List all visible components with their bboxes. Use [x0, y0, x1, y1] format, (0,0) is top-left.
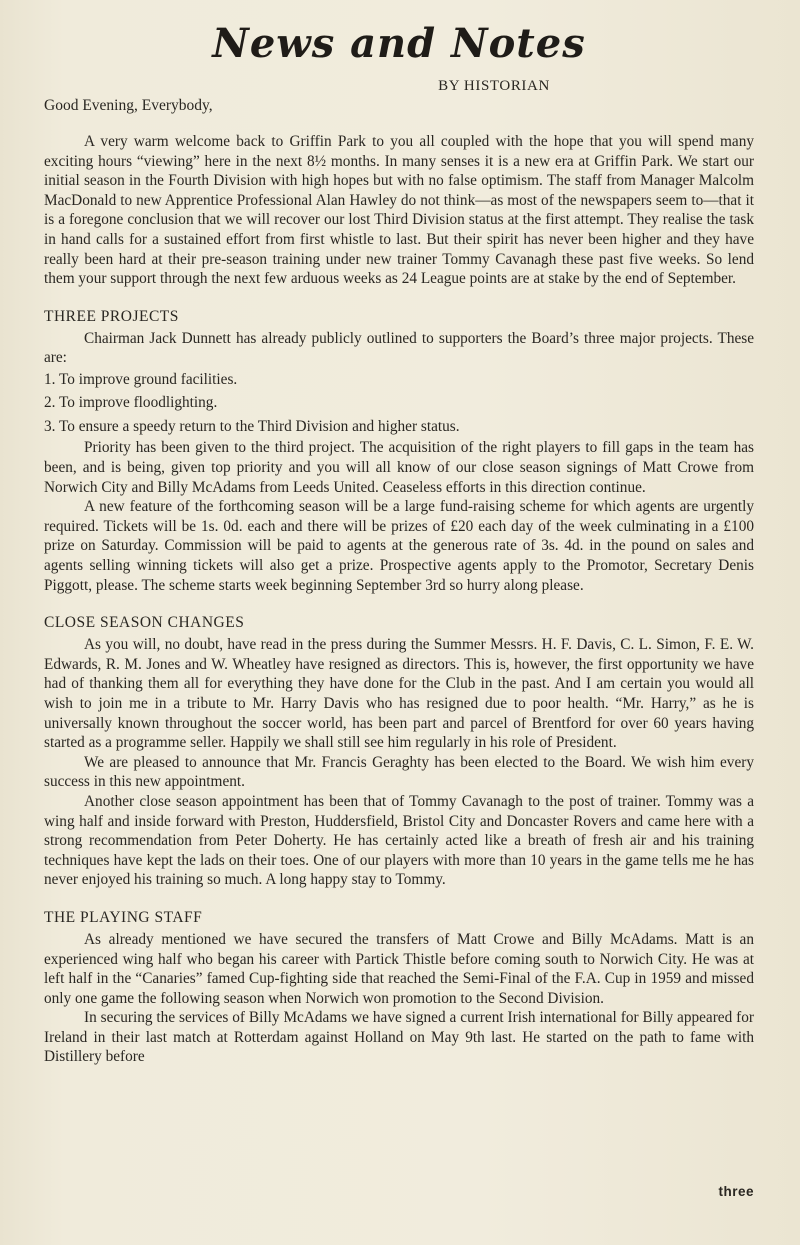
section-heading-three-projects: THREE PROJECTS	[44, 307, 179, 325]
close-season-paragraph-1: As you will, no doubt, have read in the press during the Summer Messrs. H. F. Davis, C. L. Simon, F. E. W. Edwards, R. M. Jones and W. Wheatley have resigned as directors. This is, however, the first opportunity we have had of thanking them all for everything they have done for the Club in the past. And I am certain you would all wish to join me in a tribute to Mr. Harry Davis who has resigned due to poor health. “Mr. Harry,” as he is universally known throughout the soccer world, has been part and parcel of Brentford for over 60 years having started as a programme seller. Happily we shall still see him regularly in his role of President.	[44, 636, 754, 752]
greeting: Good Evening, Everybody,	[44, 97, 213, 114]
three-projects-intro: Chairman Jack Dunnett has already publicly outlined to supporters the Board’s three major projects. These are:	[44, 329, 754, 367]
close-season-paragraph-3: Another close season appointment has been that of Tommy Cavanagh to the post of trainer. Tommy was a wing half and inside forward with Preston, Huddersfield, Bristol City and Doncaster Rovers and came here with a strong recommendation from Peter Doherty. He has certainly acted like a breath of fresh air and his training techniques have kept the lads on their toes. One of our players with more than 10 years in the game tells me he has never enjoyed his training so much. A long happy stay to Tommy.	[44, 792, 754, 889]
section-heading-playing-staff: THE PLAYING STAFF	[44, 908, 203, 926]
playing-staff-paragraph-2: In securing the services of Billy McAdams we have signed a current Irish international for Billy appeared for Ireland in their last match at Rotterdam against Holland on May 9th last. He started on the path to fame with Distillery before	[44, 1009, 754, 1066]
intro-paragraph: A very warm welcome back to Griffin Park to you all coupled with the hope that you will spend many exciting hours “viewing” here in the next 8½ months. In many senses it is a new era at Griffin Park. We start our initial season in the Fourth Division with high hopes but with no false optimism. The staff from Manager Malcolm MacDonald to new Apprentice Professional Alan Hawley do not think—as most of the newspapers seem to—that it is a foregone conclusion that we will recover our lost Third Division status at the first attempt. They realise the task in hand calls for a sustained effort from first whistle to last. But their spirit has never been higher and they have really been hard at their pre-season training under new trainer Tommy Cavanagh these past five weeks. So lend them your support through the next few arduous weeks as 24 League points are at stake by the end of September.	[44, 133, 754, 288]
three-projects-paragraph: Priority has been given to the third project. The acquisition of the right players to fill gaps in the team has been, and is being, given top priority and you will all know of our close season signings of Matt Crowe from Norwich City and Billy McAdams from Leeds United. Ceaseless efforts in this direction continue.	[44, 439, 754, 496]
fund-raising-paragraph: A new feature of the forthcoming season will be a large fund-raising scheme for which agents are urgently required. Tickets will be 1s. 0d. each and there will be prizes of £20 each day of the week culminating in a £100 prize on Saturday. Commission will be paid to agents at the generous rate of 3s. 4d. in the pound on sales and agents selling winning tickets will also get a prize. Prospective agents apply to the Promotor, Secretary Denis Piggott, please. The scheme starts week beginning September 3rd so hurry along please.	[44, 498, 754, 594]
page-title: News and Notes	[212, 20, 586, 67]
section-heading-close-season: CLOSE SEASON CHANGES	[44, 614, 245, 632]
page-number: three	[718, 1184, 754, 1199]
playing-staff-paragraph-1: As already mentioned we have secured the transfers of Matt Crowe and Billy McAdams. Matt is an experienced wing half who began his career with Partick Thistle before coming south to Norwich City. He was at left half in the “Canaries” famed Cup-fighting side that reached the Semi-Final of the F.A. Cup in 1959 and missed only one game the following season when Norwich won promotion to the Second Division.	[44, 930, 754, 1007]
project-item-2: 2. To improve floodlighting.	[44, 394, 218, 412]
close-season-paragraph-2: We are pleased to announce that Mr. Francis Geraghty has been elected to the Board. We wish him every success in this new appointment.	[44, 753, 754, 791]
byline: BY HISTORIAN	[438, 78, 550, 94]
project-item-1: 1. To improve ground facilities.	[44, 370, 238, 388]
project-item-3: 3. To ensure a speedy return to the Third Division and higher status.	[44, 417, 460, 435]
